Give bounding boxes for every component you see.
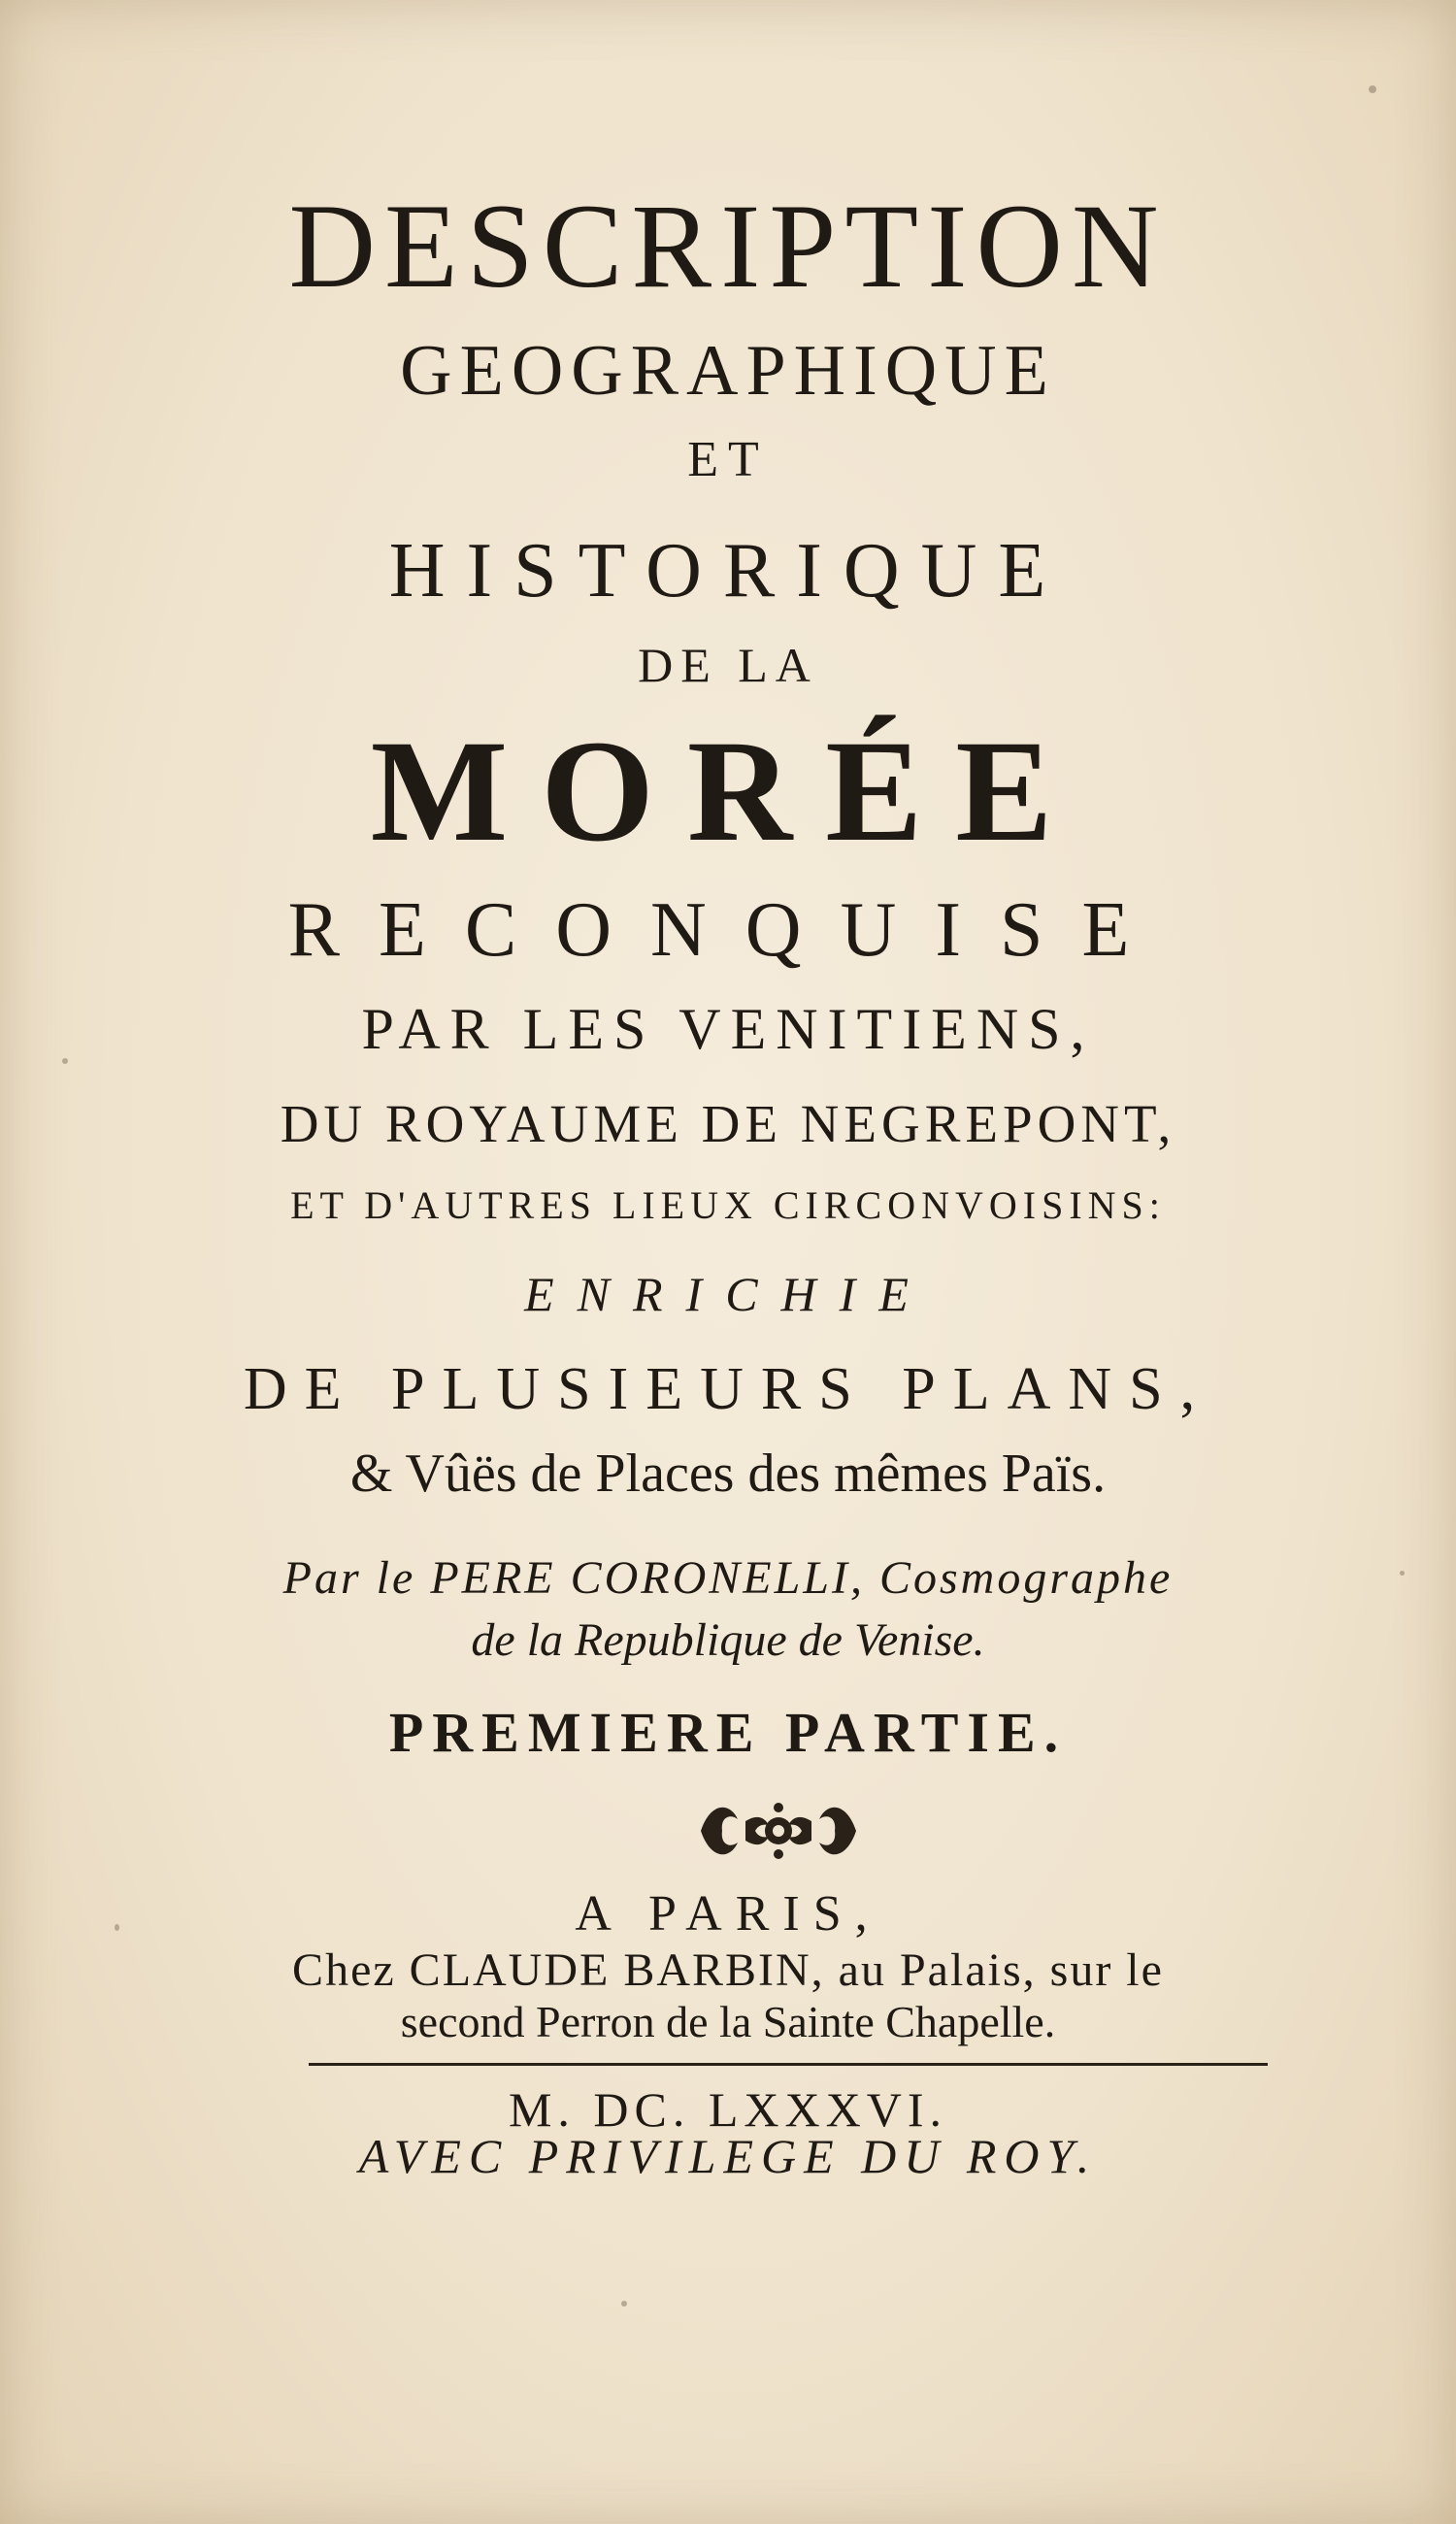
- title-line-et: ET: [687, 432, 769, 487]
- paper-speck: [115, 1924, 119, 1931]
- imprint-address-line: second Perron de la Sainte Chapelle.: [400, 1997, 1056, 2046]
- imprint-rule: [309, 2063, 1268, 2066]
- title-line-lieux: ET D'AUTRES LIEUX CIRCONVOISINS:: [290, 1183, 1166, 1227]
- title-line-vues: & Vûës de Places des mêmes Païs.: [349, 1444, 1107, 1504]
- part-label: PREMIERE PARTIE.: [388, 1701, 1068, 1764]
- author-republique-line: de la Republique de Venise.: [471, 1614, 985, 1666]
- title-line-description: DESCRIPTION: [288, 180, 1168, 313]
- title-line-moree: MORÉE: [370, 711, 1086, 872]
- paper-speck: [62, 1058, 68, 1064]
- title-line-geographique: GEOGRAPHIQUE: [400, 331, 1056, 411]
- imprint-publisher-line: Chez CLAUDE BARBIN, au Palais, sur le: [292, 1944, 1164, 1996]
- privilege-line: AVEC PRIVILEGE DU ROY.: [358, 2129, 1098, 2183]
- title-line-royaume: DU ROYAUME DE NEGREPONT,: [280, 1094, 1176, 1153]
- title-line-reconquise: RECONQUISE: [287, 887, 1169, 973]
- title-line-par-les-venitiens: PAR LES VENITIENS,: [361, 997, 1095, 1061]
- imprint-city: A PARIS,: [575, 1886, 881, 1942]
- title-line-historique: HISTORIQUE: [388, 528, 1068, 614]
- title-line-plans: DE PLUSIEURS PLANS,: [243, 1356, 1213, 1422]
- title-line-enrichie: ENRICHIE: [524, 1267, 932, 1321]
- paper-speck: [1400, 1571, 1405, 1576]
- printers-flower-ornament-icon: [691, 1792, 866, 1870]
- title-line-de-la: DE LA: [638, 638, 818, 692]
- imprint-date: M. DC. LXXXVI.: [508, 2082, 948, 2137]
- paper-speck: [1369, 85, 1376, 93]
- paper-speck: [621, 2301, 627, 2307]
- author-line: Par le PERE CORONELLI, Cosmographe: [282, 1552, 1174, 1604]
